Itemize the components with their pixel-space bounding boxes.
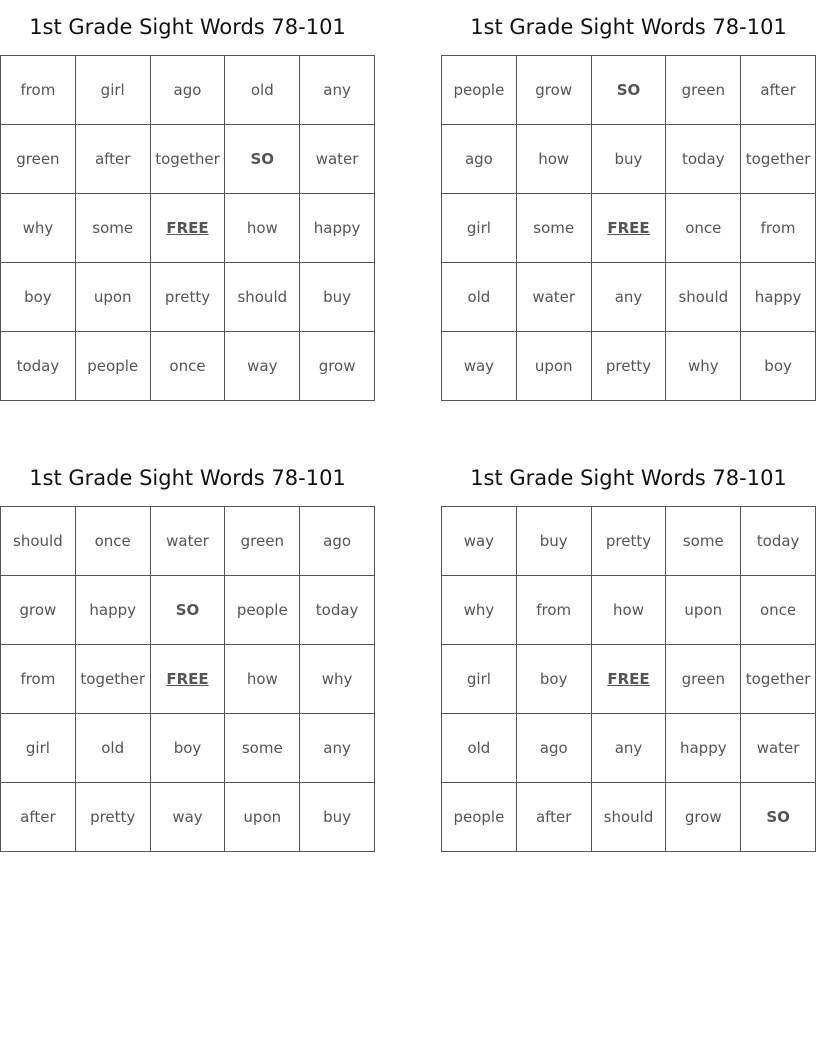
grid-cell: today [741, 507, 816, 576]
grid-cell: together [75, 645, 150, 714]
grid-cell: way [225, 332, 300, 401]
grid-cell: boy [516, 645, 591, 714]
grid-cell: today [1, 332, 76, 401]
grid-cell: some [225, 714, 300, 783]
grid-cell: water [300, 125, 375, 194]
grid-cell: grow [516, 56, 591, 125]
grid-cell: girl [442, 645, 517, 714]
grid-cell: ago [516, 714, 591, 783]
grid-cell: from [1, 645, 76, 714]
grid-cell: water [150, 507, 225, 576]
grid-cell: SO [225, 125, 300, 194]
bingo-grid [441, 506, 816, 852]
grid-row [1, 263, 375, 332]
grid-cell: green [225, 507, 300, 576]
grid-cell: ago [150, 56, 225, 125]
grid-row [1, 507, 375, 576]
bingo-card-4 [441, 451, 816, 852]
grid-cell: old [75, 714, 150, 783]
grid-cell: from [516, 576, 591, 645]
grid-cell: should [1, 507, 76, 576]
free-space-cell: FREE [150, 194, 225, 263]
grid-cell: green [666, 645, 741, 714]
grid-cell: grow [300, 332, 375, 401]
grid-cell: upon [666, 576, 741, 645]
grid-cell: from [1, 56, 76, 125]
grid-cell: way [442, 507, 517, 576]
grid-cell: pretty [591, 332, 666, 401]
grid-cell: why [442, 576, 517, 645]
grid-row [1, 332, 375, 401]
grid-cell: after [516, 783, 591, 852]
grid-cell: girl [75, 56, 150, 125]
grid-cell: grow [1, 576, 76, 645]
grid-cell: some [666, 507, 741, 576]
grid-row [1, 576, 375, 645]
grid-cell: ago [300, 507, 375, 576]
grid-row [442, 714, 816, 783]
grid-row [1, 125, 375, 194]
grid-cell: once [150, 332, 225, 401]
bingo-grid [441, 55, 816, 401]
grid-row [442, 332, 816, 401]
grid-cell: once [75, 507, 150, 576]
grid-cell: pretty [150, 263, 225, 332]
grid-row [442, 263, 816, 332]
grid-cell: upon [75, 263, 150, 332]
grid-cell: after [741, 56, 816, 125]
grid-cell: how [591, 576, 666, 645]
grid-cell: buy [591, 125, 666, 194]
grid-cell: pretty [75, 783, 150, 852]
grid-row [1, 645, 375, 714]
card-title: 1st Grade Sight Words 78-101 [29, 15, 346, 39]
grid-cell: buy [516, 507, 591, 576]
free-space-cell: FREE [150, 645, 225, 714]
grid-cell: today [666, 125, 741, 194]
grid-cell: how [225, 645, 300, 714]
grid-cell: old [442, 263, 517, 332]
grid-cell: upon [225, 783, 300, 852]
grid-cell: any [591, 714, 666, 783]
grid-cell: some [75, 194, 150, 263]
free-space-cell: FREE [591, 194, 666, 263]
grid-row [442, 194, 816, 263]
bingo-grid [0, 506, 375, 852]
grid-cell: people [75, 332, 150, 401]
bingo-grid [0, 55, 375, 401]
grid-row [1, 783, 375, 852]
grid-cell: ago [442, 125, 517, 194]
grid-cell: any [300, 714, 375, 783]
grid-cell: once [666, 194, 741, 263]
grid-cell: should [591, 783, 666, 852]
grid-row [442, 56, 816, 125]
grid-cell: together [741, 125, 816, 194]
grid-cell: old [442, 714, 517, 783]
card-title: 1st Grade Sight Words 78-101 [470, 466, 787, 490]
grid-cell: girl [442, 194, 517, 263]
grid-cell: why [1, 194, 76, 263]
grid-cell: should [666, 263, 741, 332]
card-title: 1st Grade Sight Words 78-101 [29, 466, 346, 490]
grid-row [1, 56, 375, 125]
grid-cell: happy [300, 194, 375, 263]
grid-cell: today [300, 576, 375, 645]
grid-cell: way [442, 332, 517, 401]
grid-row [442, 645, 816, 714]
grid-cell: together [741, 645, 816, 714]
grid-cell: boy [741, 332, 816, 401]
grid-cell: SO [150, 576, 225, 645]
card-title: 1st Grade Sight Words 78-101 [470, 15, 787, 39]
grid-row [1, 714, 375, 783]
grid-cell: happy [666, 714, 741, 783]
bingo-card-3 [0, 451, 375, 852]
grid-cell: how [225, 194, 300, 263]
grid-cell: any [591, 263, 666, 332]
grid-cell: people [225, 576, 300, 645]
grid-row [442, 125, 816, 194]
grid-cell: happy [75, 576, 150, 645]
grid-cell: people [442, 783, 517, 852]
grid-cell: from [741, 194, 816, 263]
grid-cell: green [666, 56, 741, 125]
grid-row [1, 194, 375, 263]
grid-cell: why [666, 332, 741, 401]
grid-cell: pretty [591, 507, 666, 576]
grid-cell: water [516, 263, 591, 332]
grid-cell: people [442, 56, 517, 125]
grid-cell: old [225, 56, 300, 125]
free-space-cell: FREE [591, 645, 666, 714]
grid-cell: any [300, 56, 375, 125]
grid-cell: happy [741, 263, 816, 332]
grid-cell: green [1, 125, 76, 194]
grid-cell: how [516, 125, 591, 194]
grid-cell: grow [666, 783, 741, 852]
grid-cell: together [150, 125, 225, 194]
grid-cell: boy [1, 263, 76, 332]
grid-row [442, 507, 816, 576]
grid-cell: water [741, 714, 816, 783]
grid-cell: after [1, 783, 76, 852]
grid-cell: buy [300, 783, 375, 852]
grid-row [442, 576, 816, 645]
grid-cell: girl [1, 714, 76, 783]
grid-cell: buy [300, 263, 375, 332]
grid-row [442, 783, 816, 852]
grid-cell: after [75, 125, 150, 194]
grid-cell: SO [741, 783, 816, 852]
grid-cell: once [741, 576, 816, 645]
grid-cell: why [300, 645, 375, 714]
grid-cell: some [516, 194, 591, 263]
grid-cell: should [225, 263, 300, 332]
bingo-card-1 [0, 0, 375, 401]
grid-cell: way [150, 783, 225, 852]
grid-cell: upon [516, 332, 591, 401]
grid-cell: boy [150, 714, 225, 783]
bingo-card-2 [441, 0, 816, 401]
grid-cell: SO [591, 56, 666, 125]
